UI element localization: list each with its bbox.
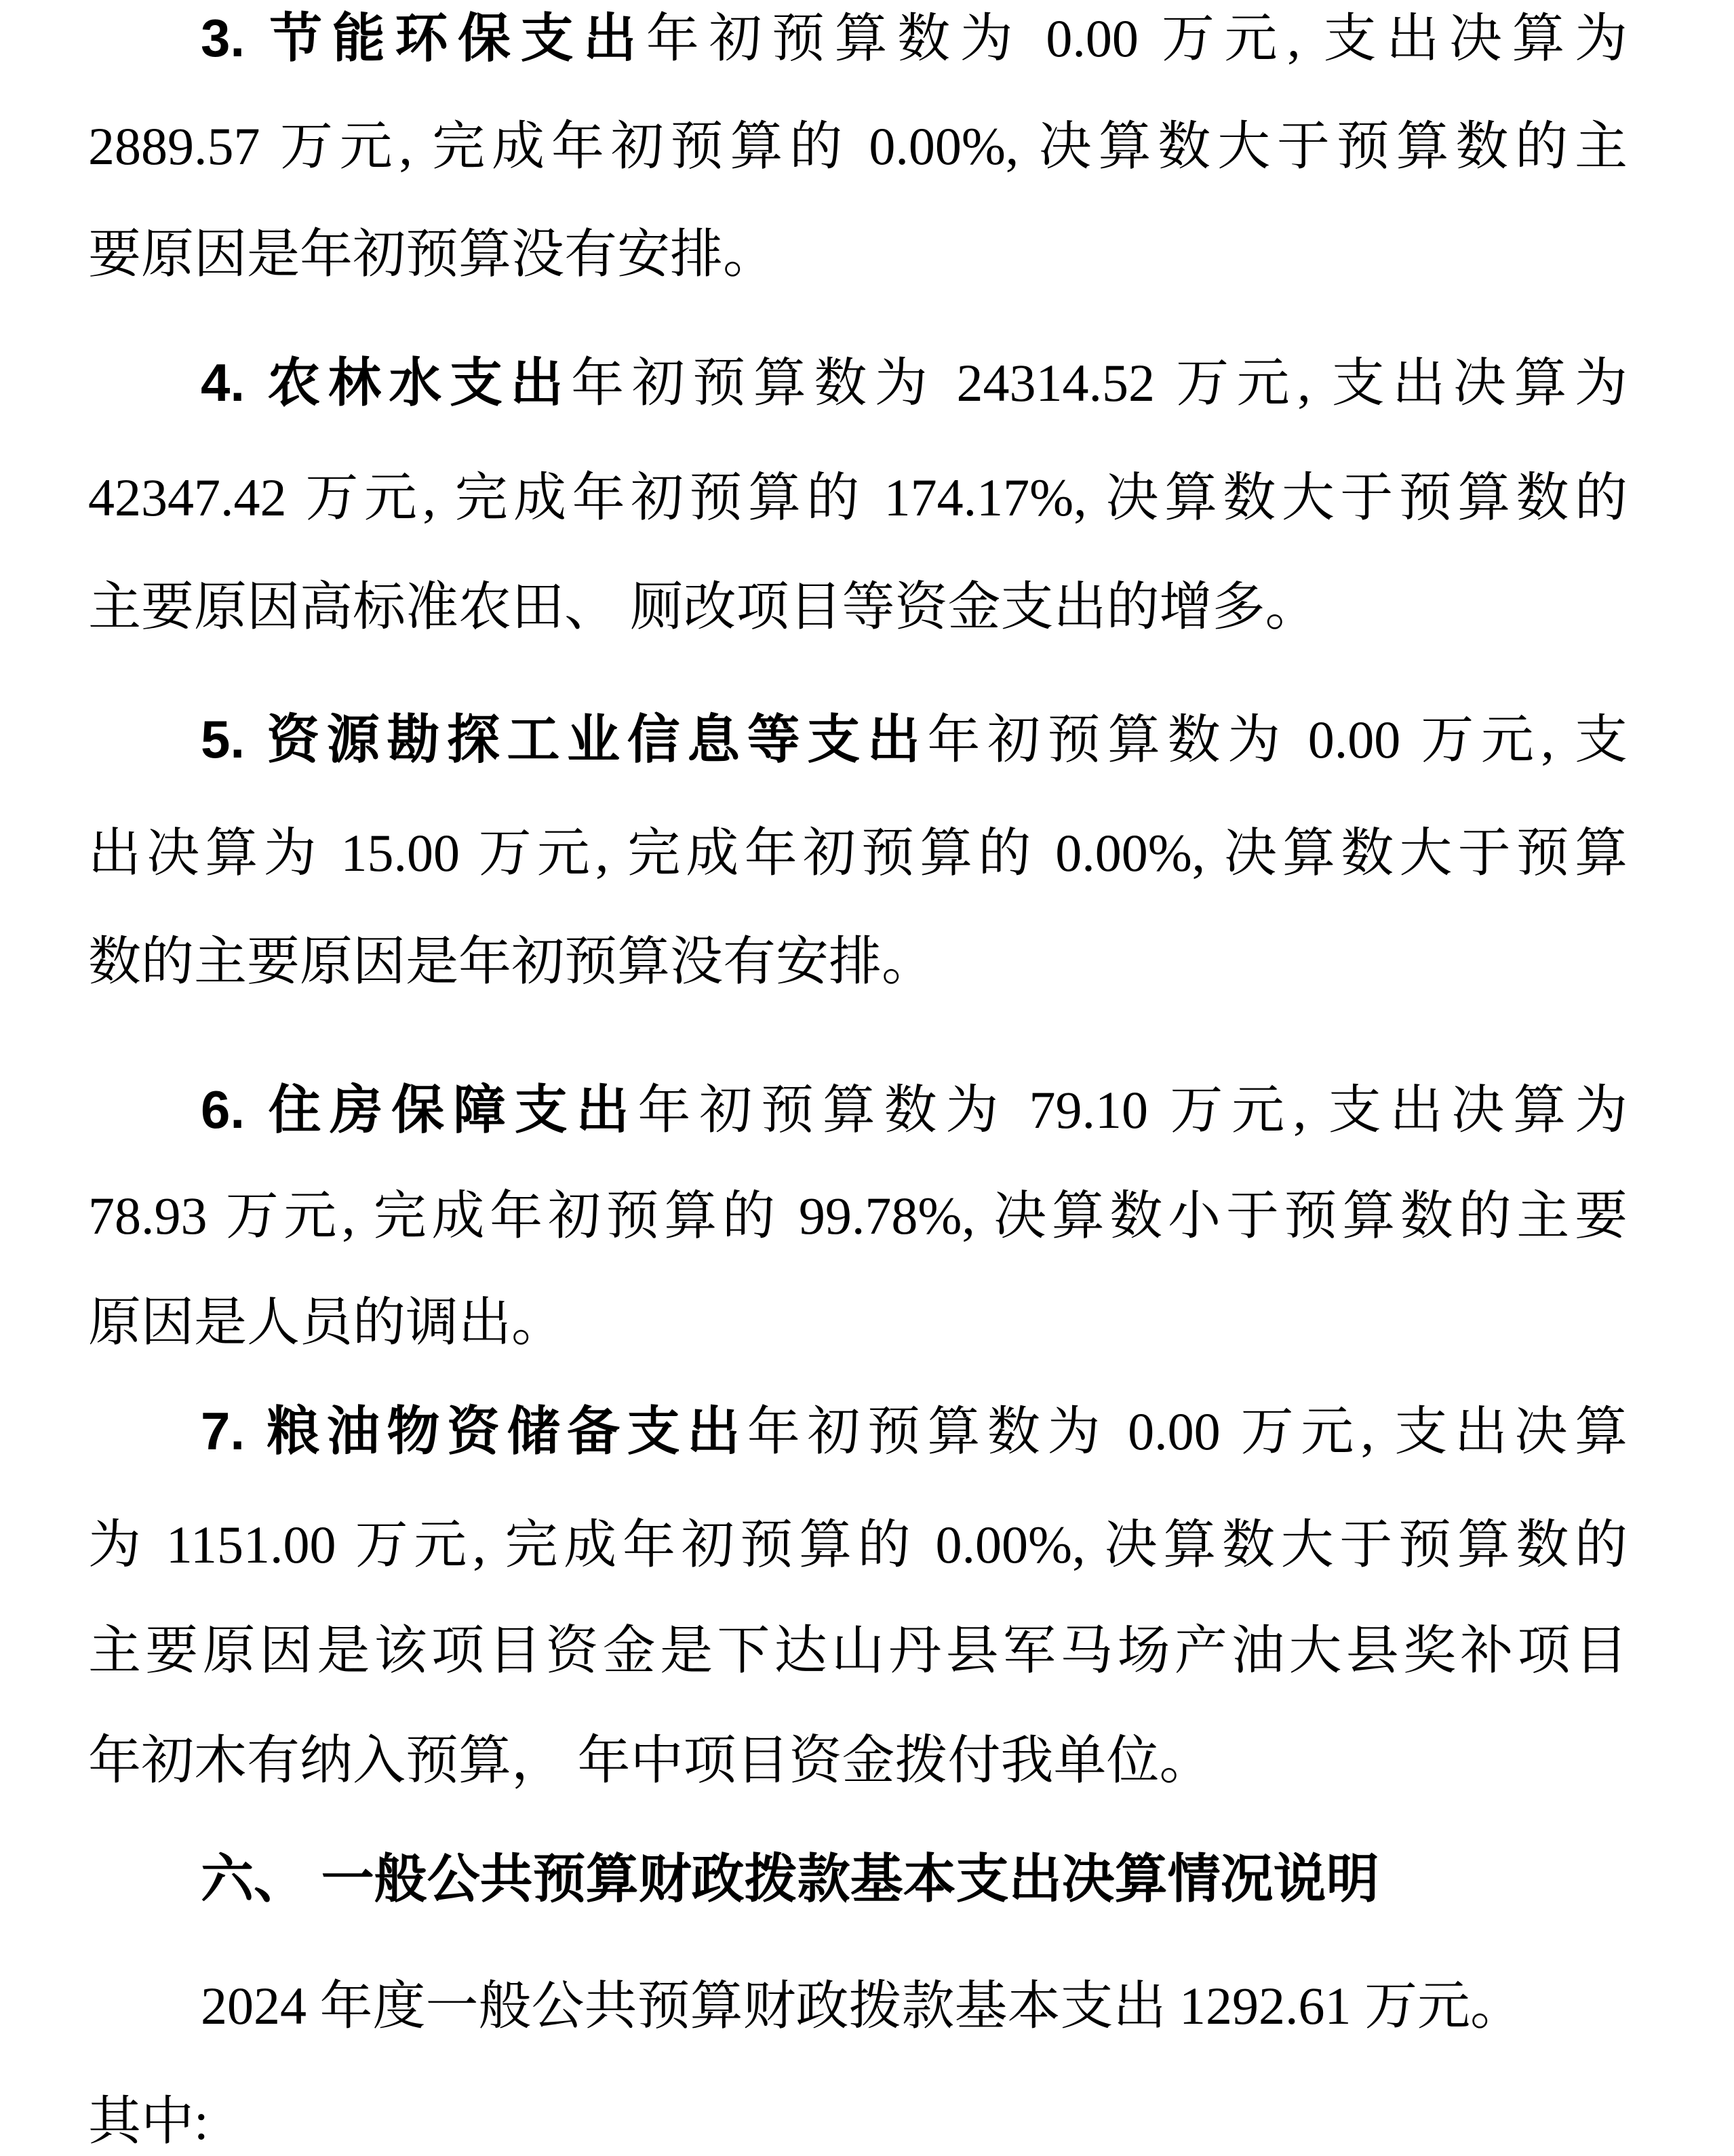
bold-lead-item4: 4. 农林水支出 xyxy=(201,353,572,412)
doc-line-item3-1 xyxy=(88,5,1628,71)
line-text: 年初预算数为 0.00 万元, 支 xyxy=(927,710,1628,769)
line-text: 2024 年度一般公共预算财政拨款基本支出 1292.61 万元。 xyxy=(201,1976,1524,2035)
line-text: 主要原因高标准农田、 厕改项目等资金支出的增多。 xyxy=(88,577,1318,636)
doc-line-item6-2 xyxy=(88,1183,1628,1249)
line-text: 其中: xyxy=(88,2092,209,2151)
line-text: 要原因是年初预算没有安排。 xyxy=(88,224,776,283)
line-text: 2889.57 万元, 完成年初预算的 0.00%, 决算数大于预算数的主 xyxy=(88,117,1628,176)
bold-lead-item5: 5. 资源勘探工业信息等支出 xyxy=(201,709,928,769)
bold-lead-item6: 6. 住房保障支出 xyxy=(201,1080,638,1139)
doc-line-item6-3 xyxy=(88,1290,1628,1355)
doc-line-item5-3 xyxy=(88,929,1628,994)
doc-line-item5-1 xyxy=(88,707,1628,772)
line-text: 数的主要原因是年初预算没有安排。 xyxy=(88,932,935,991)
line-text: 年初预算数为 0.00 万元, 支出决算为 xyxy=(646,9,1628,68)
doc-line-item7-2 xyxy=(88,1512,1628,1577)
section-heading-text: 六、 一般公共预算财政拨款基本支出决算情况说明 xyxy=(201,1849,1379,1908)
line-text: 主要原因是该项目资金是下达山丹县军马场产油大县奖补项目 xyxy=(88,1621,1628,1680)
line-text: 出决算为 15.00 万元, 完成年初预算的 0.00%, 决算数大于预算 xyxy=(88,823,1628,882)
doc-line-section6-intro xyxy=(88,1974,1628,2039)
doc-line-item5-2 xyxy=(88,821,1628,886)
line-text: 原因是人员的调出。 xyxy=(88,1293,565,1352)
bold-lead-item7: 7. 粮油物资储备支出 xyxy=(201,1401,747,1461)
doc-line-item6-1 xyxy=(88,1077,1628,1143)
line-text: 78.93 万元, 完成年初预算的 99.78%, 决算数小于预算数的主要 xyxy=(88,1186,1628,1245)
doc-line-item7-1 xyxy=(88,1398,1628,1464)
doc-line-qizhong xyxy=(88,2089,1628,2154)
doc-line-item7-4 xyxy=(88,1728,1628,1793)
line-text: 年初预算数为 24314.52 万元, 支出决算为 xyxy=(571,353,1628,412)
doc-line-item7-3 xyxy=(88,1618,1628,1683)
doc-line-item4-3 xyxy=(88,574,1628,640)
line-text: 42347.42 万元, 完成年初预算的 174.17%, 决算数大于预算数的 xyxy=(88,468,1628,527)
doc-line-item3-3 xyxy=(88,222,1628,287)
line-text: 为 1151.00 万元, 完成年初预算的 0.00%, 决算数大于预算数的 xyxy=(88,1515,1628,1574)
doc-line-item4-2 xyxy=(88,465,1628,530)
doc-line-item4-1 xyxy=(88,350,1628,416)
line-text: 年初木有纳入预算， 年中项目资金拨付我单位。 xyxy=(88,1731,1213,1790)
line-text: 年初预算数为 0.00 万元, 支出决算 xyxy=(747,1402,1628,1461)
bold-lead-item3: 3. 节能环保支出 xyxy=(201,8,646,68)
section-heading-6 xyxy=(88,1846,1628,1912)
line-text: 年初预算数为 79.10 万元, 支出决算为 xyxy=(637,1080,1628,1139)
doc-line-item3-2 xyxy=(88,114,1628,179)
